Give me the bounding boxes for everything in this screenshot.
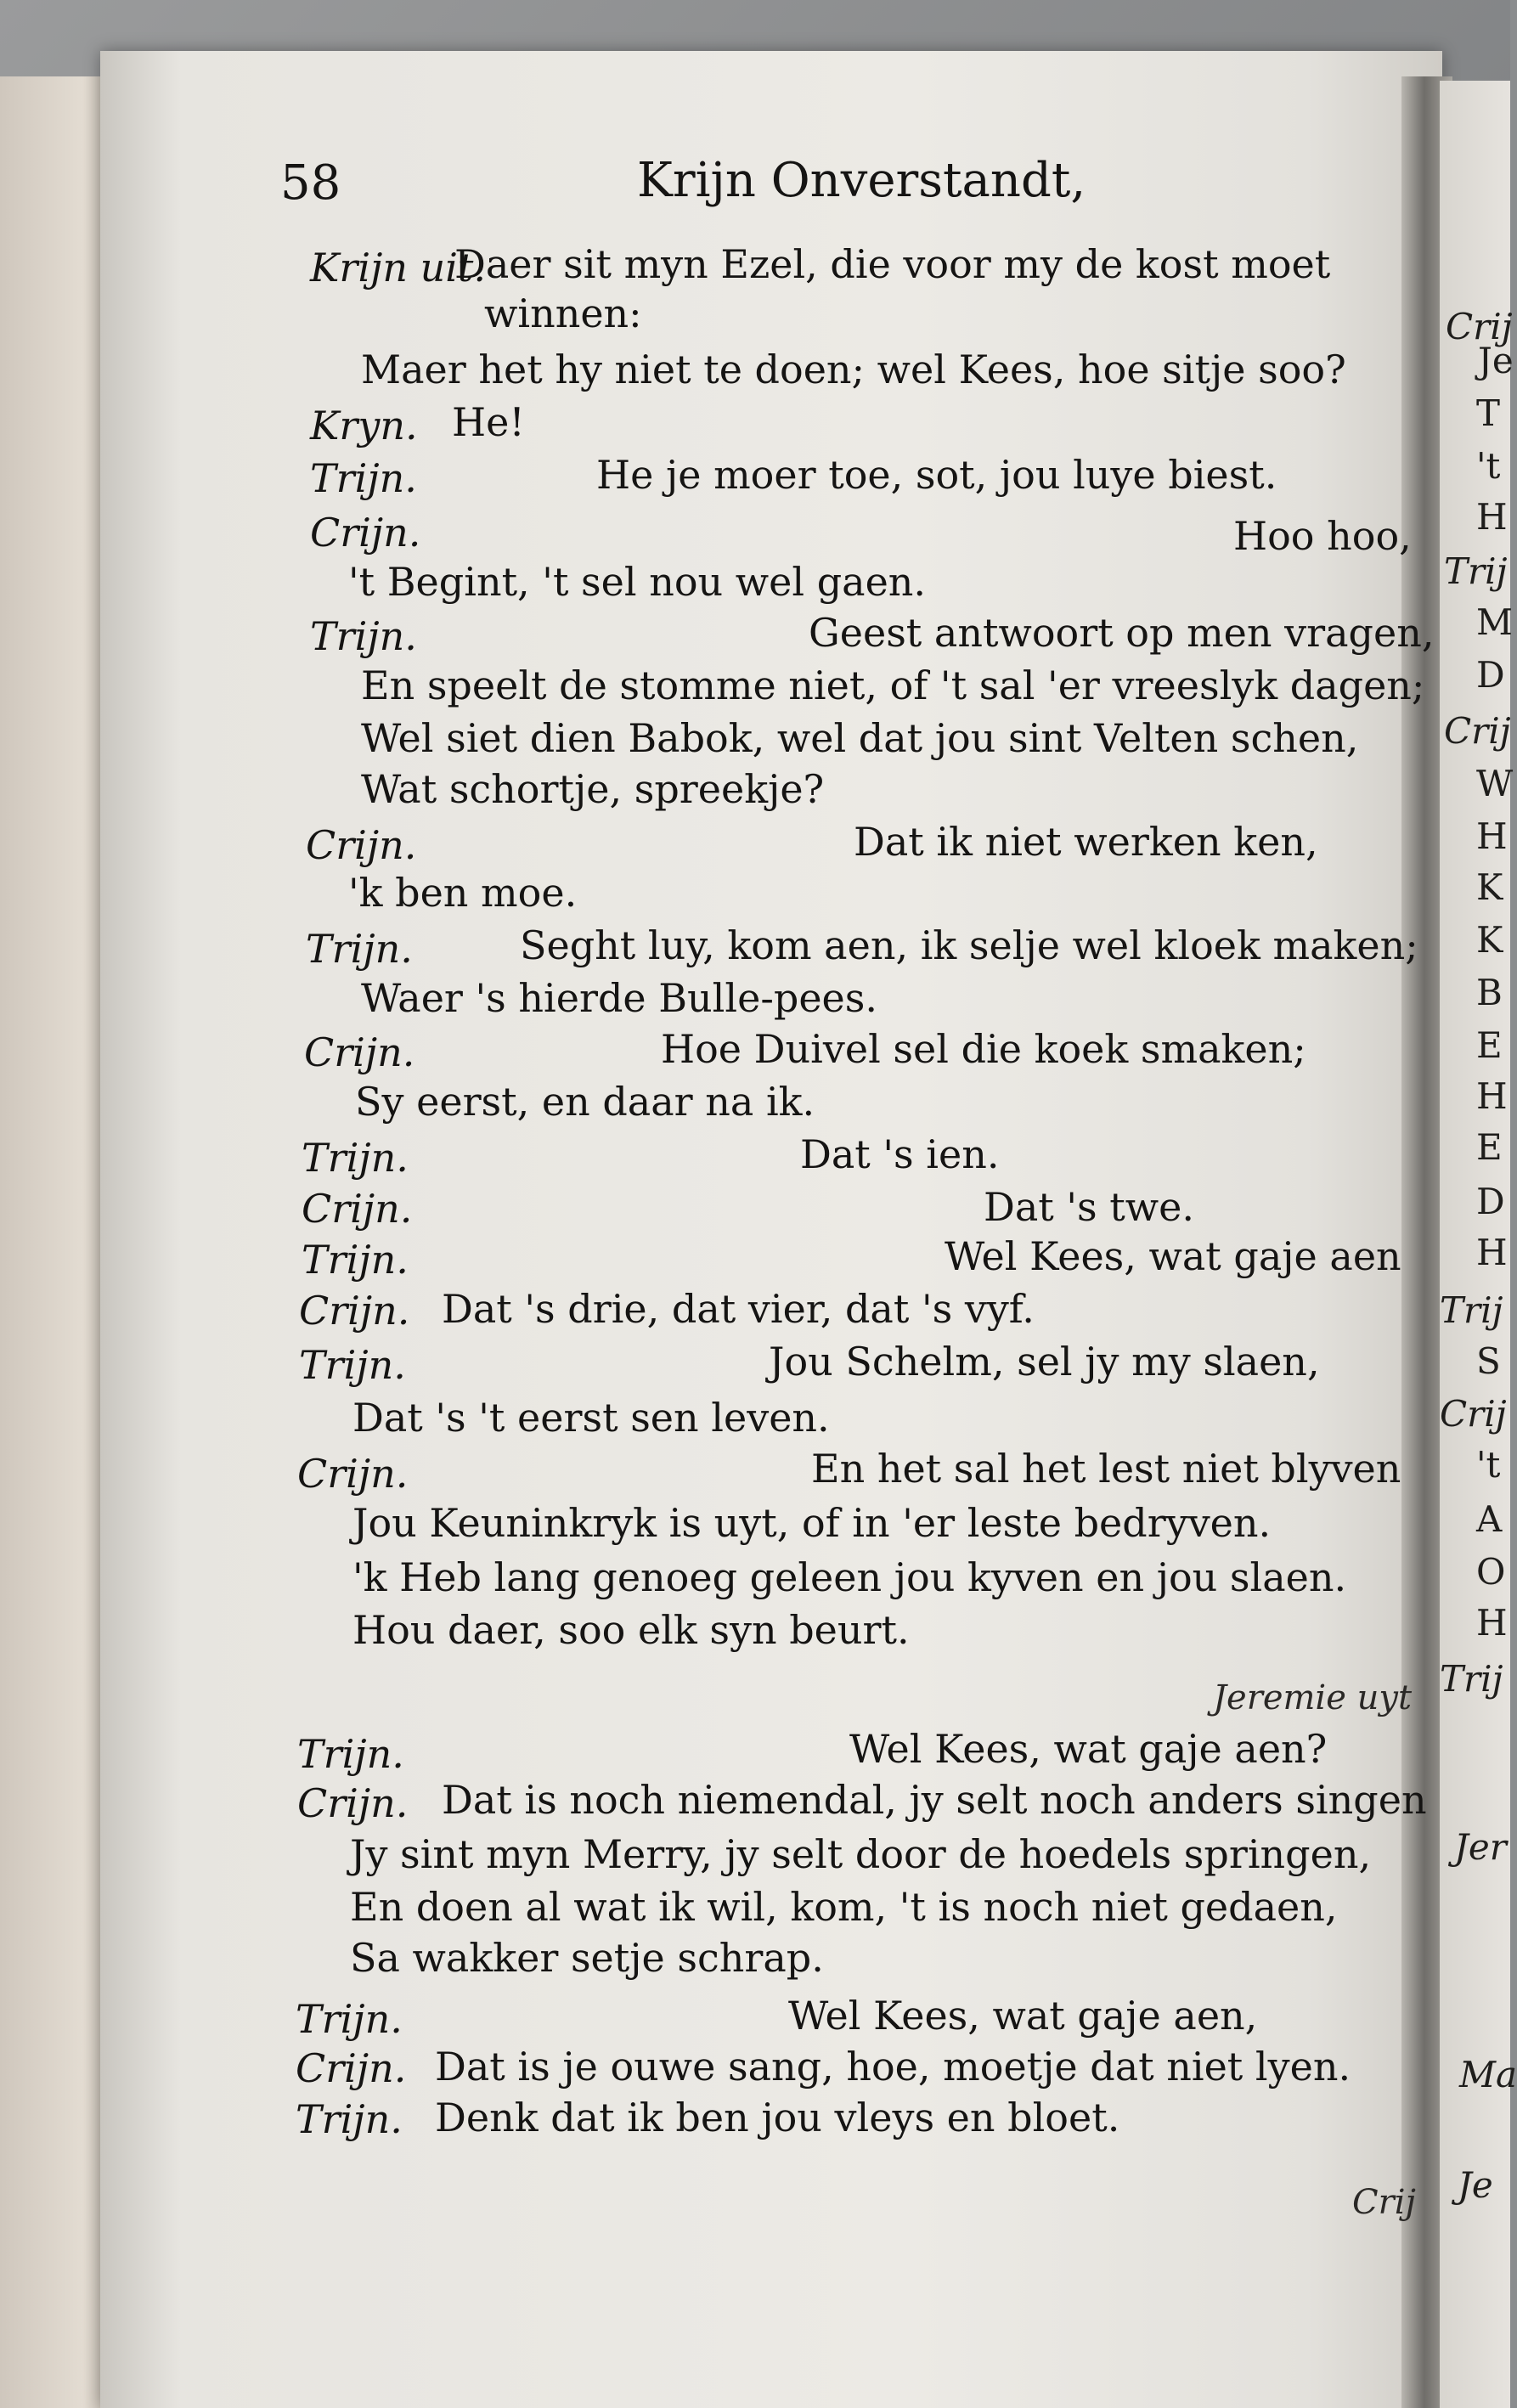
verse-line: Wel Kees, wat gaje aen? [849,1726,1328,1772]
facing-page-fragment: 't [1476,445,1501,487]
speaker-label: Trijn. [310,613,417,659]
verse-line: Daer sit myn Ezel, die voor my de kost moet [454,241,1331,287]
verse-line: Wel Kees, wat gaje aen [945,1233,1401,1279]
page-number: 58 [280,155,341,211]
verse-line: Waer 's hierde Bulle-pees. [361,975,877,1021]
facing-page-fragment: Ma [1459,2054,1517,2095]
verse-line: winnen: [484,290,642,336]
speaker-label: Crijn. [306,822,417,868]
facing-page-fragment: Je [1458,2164,1493,2206]
speaker-label: Krijn uit. [310,245,487,290]
catchword: Crij [1352,2183,1416,2222]
verse-line: Sy eerst, en daar na ik. [355,1079,815,1125]
verse-line: Hoe Duivel sel die koek smaken; [661,1026,1306,1072]
speaker-label: Trijn. [297,1731,404,1777]
facing-page-fragment: Trij [1444,550,1508,592]
verse-line: Denk dat ik ben jou vleys en bloet. [435,2095,1120,2140]
speaker-label: Crijn. [297,1780,409,1826]
verse-line: Dat 's 't eerst sen leven. [352,1395,830,1441]
verse-line: Dat is je ouwe sang, hoe, moetje dat niet lyen. [435,2044,1351,2089]
facing-page-fragment: S [1476,1340,1501,1382]
verse-line: Dat ik niet werken ken, [854,819,1318,865]
speaker-label: Trijn. [296,1996,403,2042]
verse-line: Sa wakker setje schrap. [350,1935,824,1981]
verse-line: Jy sint myn Merry, jy selt door de hoedels springen, [350,1831,1372,1877]
facing-page-fragment: Trij [1440,1658,1503,1700]
facing-page-fragment: A [1476,1498,1503,1540]
verse-line: Wel Kees, wat gaje aen, [788,1993,1258,2039]
facing-page-fragment: K [1476,866,1503,908]
facing-page-fragment: B [1476,972,1503,1013]
facing-page-fragment: D [1476,654,1505,696]
verse-line: Dat 's twe. [984,1184,1194,1230]
verse-line: Hoo hoo, [1233,513,1412,559]
speaker-label: Trijn. [310,455,417,501]
verse-line: He je moer toe, sot, jou luye biest. [596,452,1277,498]
speaker-label: Crijn. [304,1029,415,1075]
facing-page-fragment: H [1476,1232,1508,1273]
speaker-label: Trijn. [299,1342,406,1388]
facing-page-fragment: E [1476,1024,1503,1066]
facing-page-fragment: M [1476,601,1514,643]
verse-line: 'k ben moe. [348,870,578,916]
verse-line: Wat schortje, spreekje? [361,766,825,812]
facing-page-fragment: H [1476,496,1508,538]
facing-page-fragment: H [1476,1602,1508,1644]
stage-direction: Jeremie uyt [1213,1678,1413,1717]
verse-line: Jou Schelm, sel jy my slaen, [769,1339,1320,1384]
facing-page-fragment: O [1476,1551,1506,1593]
verse-line: Geest antwoort op men vragen, [809,610,1435,656]
verse-line: En doen al wat ik wil, kom, 't is noch niet gedaen, [350,1884,1338,1930]
speaker-label: Crijn. [297,1451,409,1497]
verse-line: Seght luy, kom aen, ik selje wel kloek maken; [520,922,1418,968]
speaker-label: Crijn. [296,2045,407,2091]
facing-page-fragment: H [1476,815,1508,857]
facing-page-fragment: Crij [1440,1393,1507,1435]
running-title: Krijn Onverstandt, [637,153,1086,208]
verse-line: Dat 's ien. [800,1131,1000,1177]
speaker-label: Trijn. [296,2096,403,2142]
speaker-label: Kryn. [310,403,418,448]
facing-page-fragment: D [1476,1181,1505,1222]
verse-line: He! [452,399,525,445]
verse-line: Dat is noch niemendal, jy selt noch anders singen [442,1777,1427,1823]
facing-page-fragment: 't [1476,1444,1501,1486]
facing-page-fragment: E [1476,1126,1503,1168]
facing-page-fragment: Trij [1440,1289,1503,1331]
facing-page-fragment: T [1476,392,1501,434]
speaker-label: Crijn. [299,1288,410,1334]
facing-page-fragment: H [1476,1075,1508,1117]
facing-page-fragment: K [1476,919,1503,961]
verse-line: Wel siet dien Babok, wel dat jou sint Velten schen, [361,715,1359,761]
verse-line: 'k Heb lang genoeg geleen jou kyven en jou slaen. [352,1554,1347,1600]
facing-page-fragment: Jer [1454,1826,1507,1868]
facing-page-fragment: W [1476,763,1514,804]
verse-line: Maer het hy niet te doen; wel Kees, hoe sitje soo? [361,347,1346,392]
speaker-label: Trijn. [306,926,413,972]
speaker-label: Crijn. [302,1186,413,1232]
speaker-label: Crijn. [310,510,421,555]
verse-line: En speelt de stomme niet, of 't sal 'er vreeslyk dagen; [361,663,1425,708]
speaker-label: Trijn. [302,1237,409,1283]
facing-page-fragment: Crij [1444,710,1511,752]
speaker-label: Trijn. [302,1135,409,1181]
verse-line: Dat 's drie, dat vier, dat 's vyf. [442,1286,1035,1332]
verse-line: 't Begint, 't sel nou wel gaen. [348,559,927,605]
verse-line: Jou Keuninkryk is uyt, of in 'er leste bedryven. [352,1500,1272,1546]
verse-line: Hou daer, soo elk syn beurt. [352,1607,910,1653]
facing-page-fragment: Je [1478,340,1514,381]
verse-line: En het sal het lest niet blyven [811,1446,1401,1492]
facing-page-fragment: Crij [1446,306,1513,347]
